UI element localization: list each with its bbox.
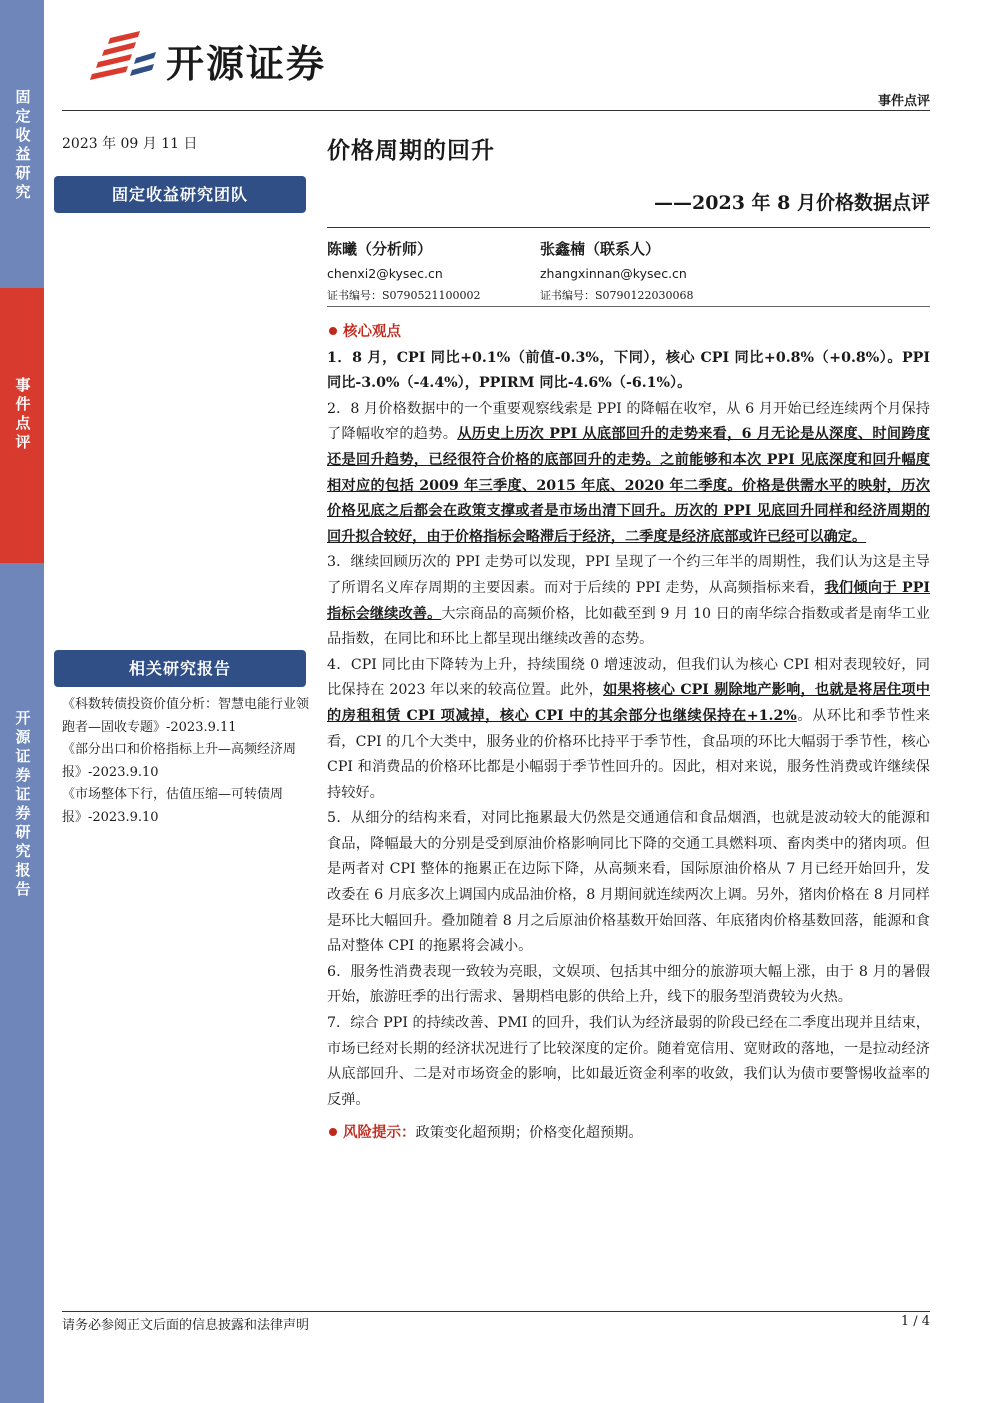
paragraph-3-highlight: 我们倾向于 PPI 指标会继续改善。 — [327, 579, 931, 622]
related-report-item[interactable]: 《科数转债投资价值分析：智慧电能行业领跑者—固收专题》-2023.9.11 — [62, 697, 310, 735]
paragraph-2 — [327, 397, 930, 551]
risk-text: 政策变化超预期；价格变化超预期。 — [415, 1125, 643, 1142]
author-block — [540, 238, 694, 303]
page-subtitle: ——2023 年 8 月价格数据点评 — [654, 192, 930, 214]
sidebar-middle-label: 事件点评 — [15, 376, 31, 451]
risk-notice — [327, 1121, 930, 1147]
author-cert: 证书编号：S0790521100002 — [327, 289, 481, 302]
report-date: 2023 年 09 月 11 日 — [62, 136, 198, 152]
document-type: 事件点评 — [877, 94, 930, 109]
footer-divider — [62, 1311, 930, 1312]
author-name: 陈曦（分析师） — [327, 240, 433, 258]
paragraph-5: 5．从细分的结构来看，对同比拖累最大仍然是交通通信和食品烟酒，也就是波动较大的能源和食品，降幅最大的分别是受到原油价格影响同比下降的交通工具燃料项、畜肉类中的猪肉项。但是两者对 CPI 整体的拖累正在边际下降，从高频来看，国际原油价格从 7 月已经开始回升，发改委在 6 月底多次上调国内成品油价格，8 月期间就连续两次上调。另外，猪肉价格在 8 月同样是环比大幅回升。叠加随着 8 月之后原油价格基数开始回落、年底猪肉价格基数回落，能源和食品对整体 CPI 的拖累将会减小。 — [327, 810, 930, 955]
author-email[interactable]: zhangxinnan@kysec.cn — [540, 266, 687, 281]
brand-name: 开源证券 — [166, 41, 327, 86]
related-report-item[interactable]: 《部分出口和价格指标上升—高频经济周报》-2023.9.10 — [62, 742, 297, 780]
core-views-heading-text: 核心观点 — [343, 324, 401, 340]
author-name: 张鑫楠（联系人） — [540, 240, 661, 258]
author-cert: 证书编号：S0790122030068 — [540, 289, 694, 302]
author-block — [327, 238, 481, 303]
sidebar-bottom-label: 开源证券证券研究报告 — [15, 709, 31, 898]
related-reports-list — [62, 694, 310, 829]
header-divider — [62, 110, 930, 111]
sidebar-top — [0, 0, 44, 288]
paragraph-3 — [327, 550, 930, 652]
paragraph-7: 7．综合 PPI 的持续改善、PMI 的回升，我们认为经济最弱的阶段已经在二季度出现并且结束，市场已经对长期的经济状况进行了比较深度的定价。随着宽信用、宽财政的落地，一是拉动经济从底部回升、二是对市场资金的影响，比如最近资金利率的收敛，我们认为债市要警惕收益率的反弹。 — [327, 1015, 930, 1108]
related-report-item[interactable]: 《市场整体下行，估值压缩—可转债周报》-2023.9.10 — [62, 787, 284, 825]
paragraph-1: 1．8 月，CPI 同比+0.1%（前值-0.3%，下同），核心 CPI 同比+0.8%（+0.8%）。PPI 同比-3.0%（-4.4%），PPIRM 同比-4.6%（-6.1%）。 — [327, 349, 930, 392]
author-email[interactable]: chenxi2@kysec.cn — [327, 266, 443, 281]
sidebar-bottom — [0, 563, 44, 1403]
risk-heading: 风险提示： — [343, 1125, 416, 1142]
paragraph-4-highlight: 如果将核心 CPI 剔除地产影响，也就是将居住项中的房租租赁 CPI 项减掉，核心 CPI 中的其余部分也继续保持在+1.2% — [327, 682, 930, 724]
paragraph-3-text: 3．继续回顾历次的 PPI 走势可以发现，PPI 呈现了一个约三年半的周期性，我们认为这是主导了所谓名义库存周期的主要因素。而对于后续的 PPI 走势，从高频指标来看， — [327, 554, 930, 596]
paragraph-2-text: 2．8 月价格数据中的一个重要观察线索是 PPI 的降幅在收窄，从 6 月开始已经连续两个月保持了降幅收窄的趋势。 — [327, 400, 930, 443]
paragraph-4 — [327, 653, 930, 807]
report-body — [327, 320, 930, 1147]
title-divider — [327, 227, 930, 228]
paragraph-2-highlight: 从历史上历次 PPI 从底部回升的走势来看，6 月无论是从深度、时间跨度还是回升趋势，已经很符合价格的底部回升的走势。之前能够和本次 PPI 见底深度和回升幅度相对应的包括 2009 年三季度、2015 年底、2020 年二季度。价格是供需水平的映射，历次价格见底之后都会在政策支撑或者是市场出清下回升。历次的 PPI 见底回升同样和经济周期的回升拟合较好，由于价格指标会略滞后于经济，二季度是经济底部或许已经可以确定。 — [327, 426, 930, 545]
brand-logo — [88, 30, 326, 90]
paragraph-3-text-end: 大宗商品的高频价格，比如截至到 9 月 10 日的南华综合指数或者是南华工业品指数，在同比和环比上都呈现出继续改善的态势。 — [327, 605, 930, 648]
paragraph-6: 6．服务性消费表现一致较为亮眼，文娱项、包括其中细分的旅游项大幅上涨，由于 8 月的暑假开始，旅游旺季的出行需求、暑期档电影的供给上升，线下的服务型消费较为火热。 — [327, 963, 930, 1006]
author-divider — [327, 306, 930, 307]
paragraph-4-text-end: 。从环比和季节性来看，CPI 的几个大类中，服务业的价格环比持平于季节性，食品项的环比大幅弱于季节性，核心 CPI 和消费品的价格环比都是小幅弱于季节性回升的。因此，相对来说，服务性消费或许继续保持较好。 — [327, 707, 930, 801]
sidebar-middle — [0, 288, 44, 563]
team-banner: 固定收益研究团队 — [54, 176, 306, 213]
footer-disclaimer: 请务必参阅正文后面的信息披露和法律声明 — [62, 1318, 310, 1333]
brand-logo-icon — [88, 30, 158, 90]
page-title: 价格周期的回升 — [327, 137, 495, 164]
page-number: 1 / 4 — [900, 1314, 930, 1329]
paragraph-4-text: 4．CPI 同比由下降转为上升，持续围绕 0 增速波动，但我们认为核心 CPI 相对表现较好，同比保持在 2023 年以来的较高位置。此外， — [327, 656, 930, 699]
bullet-dot-icon — [329, 1128, 337, 1136]
sidebar-top-label: 固定收益研究 — [15, 88, 31, 201]
core-views-heading — [327, 320, 930, 346]
related-reports-banner: 相关研究报告 — [54, 650, 306, 687]
bullet-dot-icon — [329, 327, 337, 335]
